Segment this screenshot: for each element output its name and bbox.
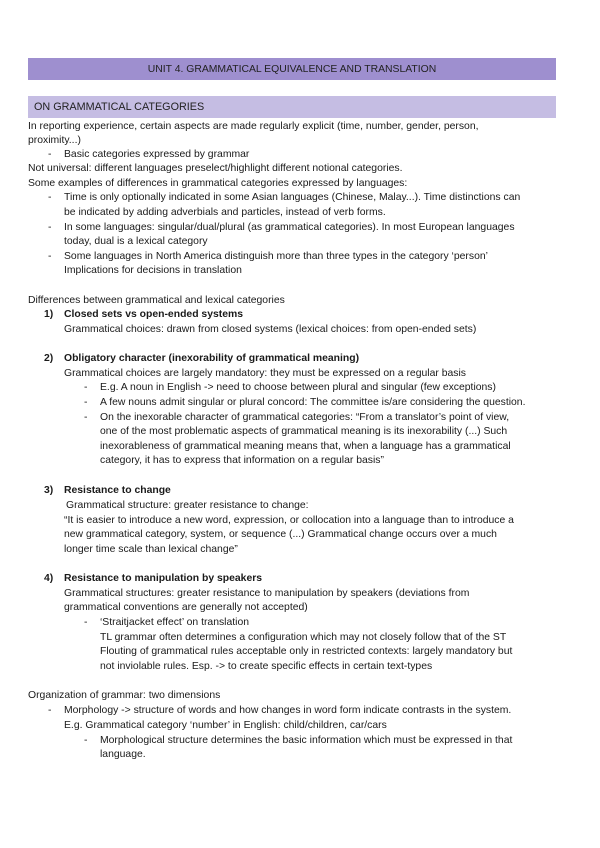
example-line: today, dual is a lexical category [64, 236, 208, 247]
item-heading: Resistance to manipulation by speakers [64, 573, 263, 584]
item-number: 3) [44, 485, 54, 496]
bullet-dash: - [84, 397, 88, 408]
sub-bullet: inexorableness of grammatical meaning means that, when a language has a grammatical [100, 441, 511, 452]
sub-text: not inviolable rules. Esp. -> to create specific effects in certain text-types [100, 661, 433, 672]
examples-intro-line: Some examples of differences in grammatical categories expressed by languages: [28, 178, 408, 189]
sub-bullet: ‘Straitjacket effect’ on translation [100, 617, 250, 628]
item-text: grammatical conventions are generally not accepted) [64, 602, 308, 613]
item-number: 4) [44, 573, 54, 584]
unit-title-bar [28, 58, 556, 80]
bullet-dash: - [84, 617, 88, 628]
bullet-dash: - [48, 251, 52, 262]
sub-text: Flouting of grammatical rules acceptable only in restricted contexts: largely mandatory but [100, 646, 513, 657]
bullet-dash: - [48, 192, 52, 203]
organization-bullet: Morphology -> structure of words and how changes in word form indicate contrasts in the system. [64, 705, 512, 716]
item-heading: Obligatory character (inexorability of grammatical meaning) [64, 353, 360, 364]
sub-bullet: one of the most problematic aspects of grammatical meaning is its inexorability (...) Such [100, 426, 508, 437]
sub-bullet: category, it has to express that information on a regular basis” [100, 455, 384, 466]
example-line: Time is only optionally indicated in some Asian languages (Chinese, Malay...). Time distinctions can [64, 192, 521, 203]
bullet-dash: - [84, 382, 88, 393]
example-line: In some languages: singular/dual/plural (as grammatical categories). In most European languages [64, 222, 515, 233]
item-text: Grammatical structure: greater resistance to change: [66, 500, 309, 511]
item-number: 1) [44, 309, 54, 320]
item-text: Grammatical choices are largely mandatory: they must be expressed on a regular basis [64, 368, 466, 379]
intro-line: proximity...) [28, 135, 81, 146]
example-line: Implications for decisions in translation [64, 265, 242, 276]
quote-line: new grammatical category, system, or sequence (...) Grammatical change occurs over a much [64, 529, 497, 540]
section-heading: ON GRAMMATICAL CATEGORIES [34, 101, 205, 113]
organization-example: E.g. Grammatical category ‘number’ in English: child/children, car/cars [64, 720, 387, 731]
sub-bullet: On the inexorable character of grammatical categories: “From a translator’s point of view, [100, 412, 510, 423]
bullet-dash: - [48, 149, 52, 160]
bullet-basic-categories: Basic categories expressed by grammar [64, 149, 250, 160]
sub-bullet: E.g. A noun in English -> need to choose between plural and singular (few exceptions) [100, 382, 496, 393]
differences-heading: Differences between grammatical and lexical categories [28, 295, 285, 306]
sub-bullet: A few nouns admit singular or plural concord: The committee is/are considering the question. [100, 397, 526, 408]
item-heading: Resistance to change [64, 485, 171, 496]
bullet-dash: - [84, 735, 88, 746]
example-line: be indicated by adding adverbials and particles, instead of verb forms. [64, 207, 386, 218]
quote-line: longer time scale than lexical change” [64, 544, 238, 555]
bullet-dash: - [84, 412, 88, 423]
item-text: Grammatical structures: greater resistance to manipulation by speakers (deviations from [64, 588, 470, 599]
sub-bullet: language. [100, 749, 146, 760]
intro-line: In reporting experience, certain aspects are made regularly explicit (time, number, gender, person, [28, 121, 479, 132]
example-line: Some languages in North America distinguish more than three types in the category ‘person’ [64, 251, 488, 262]
item-text: Grammatical choices: drawn from closed systems (lexical choices: from open-ended sets) [64, 324, 477, 335]
section-heading-bar [28, 96, 556, 118]
not-universal-line: Not universal: different languages preselect/highlight different notional categories. [28, 163, 403, 174]
bullet-dash: - [48, 222, 52, 233]
sub-bullet: Morphological structure determines the basic information which must be expressed in that [100, 735, 513, 746]
sub-text: TL grammar often determines a configuration which may not closely follow that of the ST [100, 632, 507, 643]
bullet-dash: - [48, 705, 52, 716]
organization-heading: Organization of grammar: two dimensions [28, 690, 221, 701]
item-heading: Closed sets vs open-ended systems [64, 309, 244, 320]
quote-line: “It is easier to introduce a new word, expression, or collocation into a language than to introduce a [64, 515, 514, 526]
item-number: 2) [44, 353, 54, 364]
unit-title: UNIT 4. GRAMMATICAL EQUIVALENCE AND TRANSLATION [147, 63, 437, 75]
